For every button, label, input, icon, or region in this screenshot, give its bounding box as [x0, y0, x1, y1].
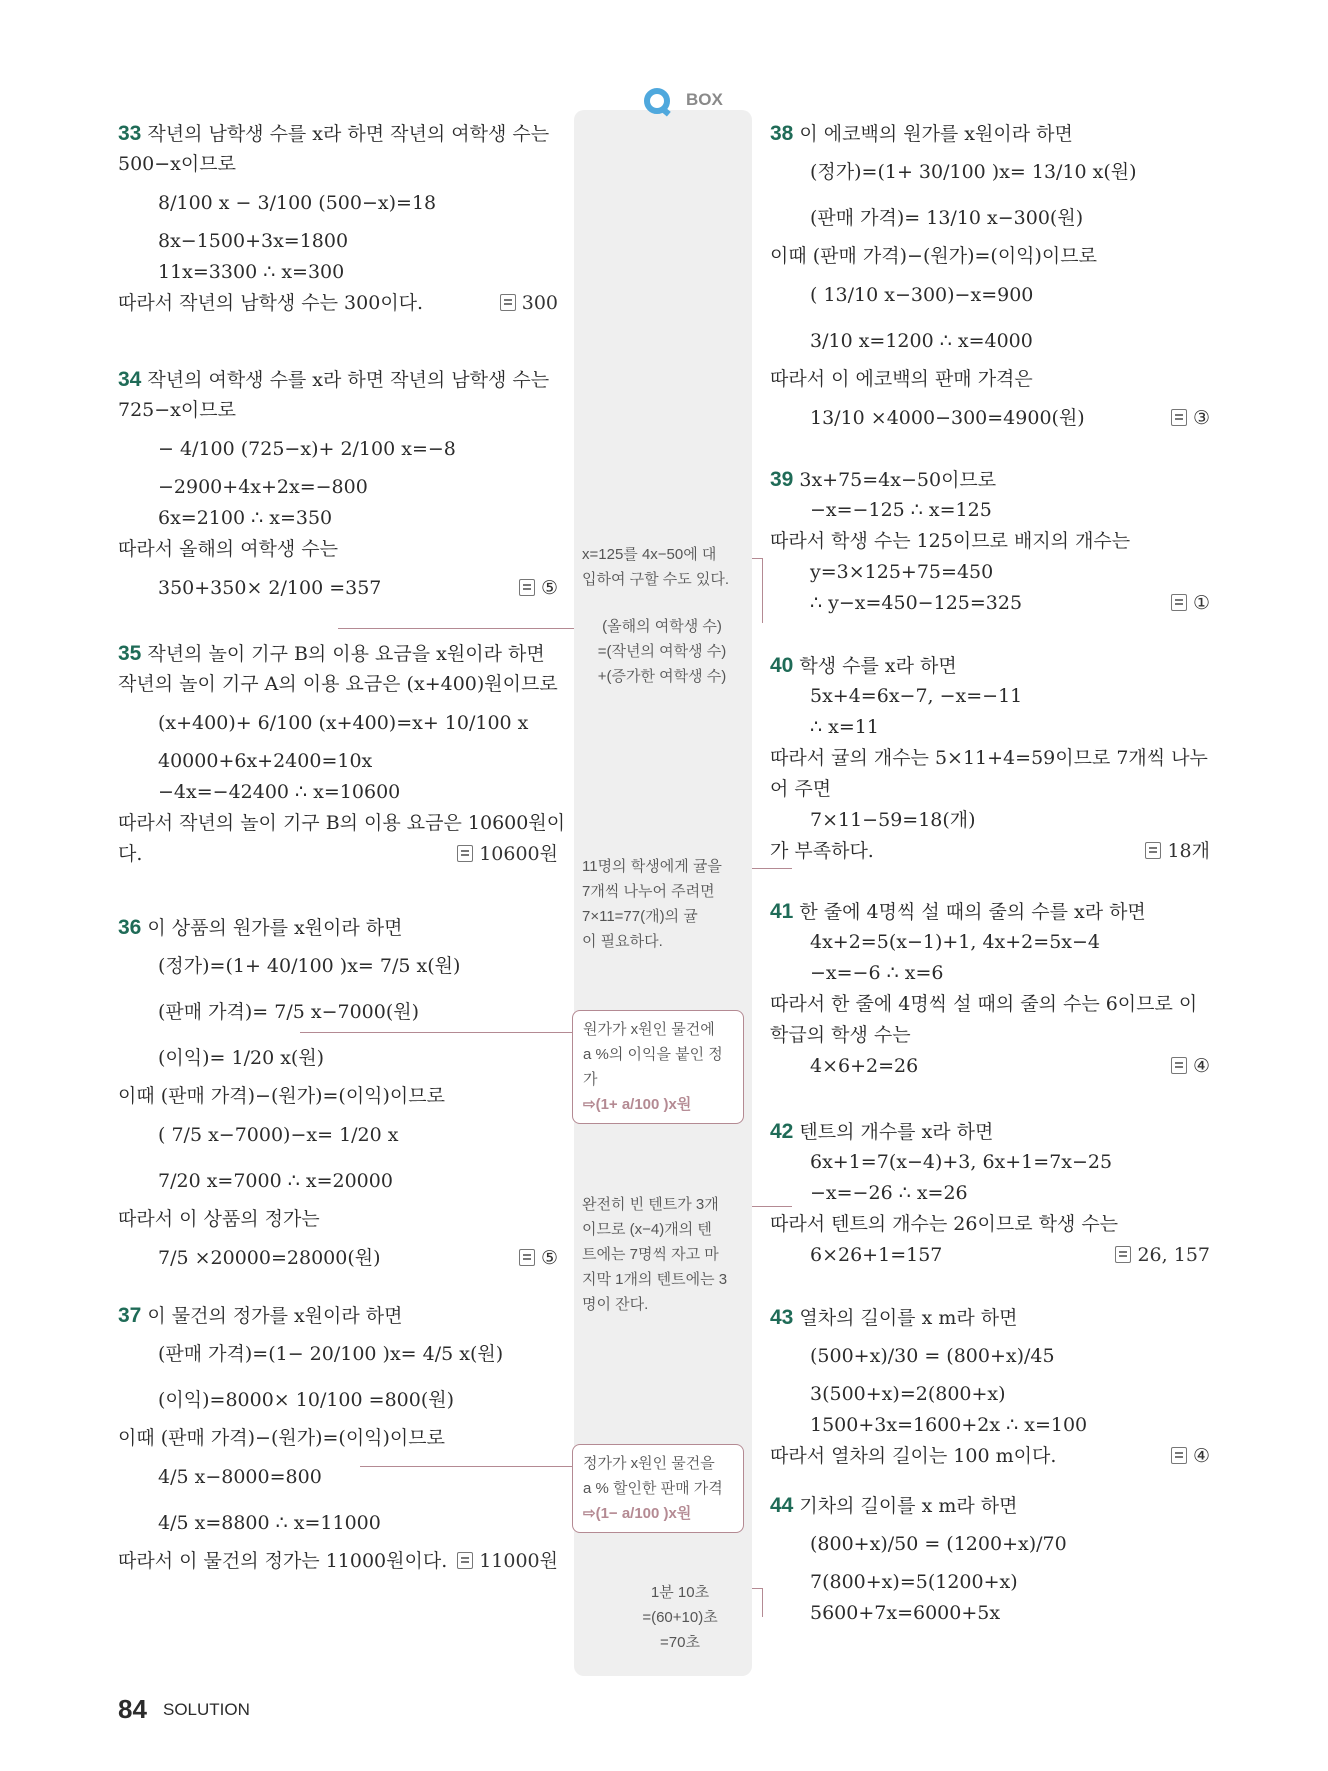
note-formula: ⇨(1+ a/100 )x원 [583, 1096, 692, 1113]
problem-43 [770, 1302, 1210, 1472]
connector-line [752, 1206, 792, 1207]
solution-line: 11x=3300 ∴ x=300 [158, 261, 345, 283]
answer-mark-icon [457, 1552, 473, 1569]
answer-value: ① [1192, 592, 1210, 614]
right-column [770, 118, 1210, 1630]
problem-number: 40 [770, 654, 794, 677]
solution-line: 6×26+1=157 [810, 1244, 943, 1266]
answer-value: ④ [1192, 1055, 1210, 1077]
answer-value: ④ [1192, 1445, 1210, 1467]
solution-line: 열차의 길이를 x m라 하면 [799, 1307, 1018, 1329]
solution-line: (x+400)+ 6/100 (x+400)=x+ 10/100 x [158, 712, 529, 734]
solution-line: 학생 수를 x라 하면 [799, 655, 957, 677]
problem-44 [770, 1490, 1210, 1630]
solution-line: 8x−1500+3x=1800 [158, 230, 349, 252]
answer [1171, 1441, 1210, 1472]
solution-line: (이익)= 1/20 x(원) [158, 1047, 325, 1069]
solution-line: 따라서 이 물건의 정가는 11000원이다. [118, 1550, 448, 1572]
note-line: 완전히 빈 텐트가 3개 [582, 1196, 719, 1213]
solution-line: 7/5 ×20000=28000(원) [158, 1247, 381, 1269]
problem-number: 42 [770, 1120, 794, 1143]
problem-35 [118, 638, 566, 868]
problem-number: 38 [770, 122, 794, 145]
note-44 [620, 1580, 740, 1655]
note-line: x=125를 4x−50에 대 [582, 546, 717, 563]
note-line: 1분 10초 [650, 1584, 710, 1601]
connector-line [752, 558, 763, 623]
solution-line: −2900+4x+2x=−800 [158, 476, 368, 498]
solution-line: 4x+2=5(x−1)+1, 4x+2=5x−4 [810, 931, 1101, 953]
problem-number: 44 [770, 1494, 794, 1517]
solution-line: 따라서 텐트의 개수는 26이므로 학생 수는 [770, 1213, 1119, 1235]
note-line: 지막 1개의 텐트에는 3 [582, 1271, 728, 1288]
solution-line: 따라서 열차의 길이는 100 m이다. [770, 1445, 1057, 1467]
connector-line [338, 628, 574, 629]
box-logo [640, 84, 750, 120]
answer [1171, 395, 1210, 441]
answer-value: ⑤ [540, 1247, 558, 1269]
solution-line: (판매 가격)= 13/10 x−300(원) [810, 207, 1084, 229]
solution-line: 이 에코백의 원가를 x원이라 하면 [799, 123, 1073, 145]
solution-line: y=3×125+75=450 [810, 561, 994, 583]
note-line: =(작년의 여학생 수) [597, 643, 727, 660]
solution-line: 1500+3x=1600+2x ∴ x=100 [810, 1414, 1088, 1436]
solution-line: 3/10 x=1200 ∴ x=4000 [810, 330, 1033, 352]
solution-line: (판매 가격)= 7/5 x−7000(원) [158, 1001, 420, 1023]
note-line: =70초 [660, 1634, 700, 1651]
problem-number: 34 [118, 368, 142, 391]
solution-line: 7/20 x=7000 ∴ x=20000 [158, 1170, 393, 1192]
note-39 [582, 542, 732, 592]
note-line: 명이 잔다. [582, 1296, 649, 1313]
solution-line: 725−x이므로 [118, 399, 236, 421]
solution-line: 텐트의 개수를 x라 하면 [799, 1121, 994, 1143]
solution-line: 가 부족하다. [770, 840, 874, 862]
note-formula: ⇨(1− a/100 )x원 [583, 1505, 692, 1522]
solution-line: 500−x이므로 [118, 153, 236, 175]
note-42 [582, 1192, 732, 1317]
problem-number: 43 [770, 1306, 794, 1329]
answer-value: 10600원 [479, 843, 558, 865]
solution-line: 3x+75=4x−50이므로 [799, 469, 997, 491]
solution-line: 7(800+x)=5(1200+x) [810, 1571, 1018, 1593]
solution-line: 이 물건의 정가를 x원이라 하면 [147, 1305, 403, 1327]
connector-line [300, 1032, 572, 1033]
problem-39 [770, 464, 1210, 624]
note-line: 7×11=77(개)의 귤 [582, 908, 698, 925]
problem-34 [118, 364, 558, 599]
answer-mark-icon [1145, 842, 1161, 859]
solution-line: ( 13/10 x−300)−x=900 [810, 284, 1034, 306]
solution-line: 4/5 x=8800 ∴ x=11000 [158, 1512, 381, 1534]
solution-line: 작년의 남학생 수를 x라 하면 작년의 여학생 수는 [147, 123, 550, 145]
answer [457, 1546, 558, 1577]
solution-line: 이때 (판매 가격)−(원가)=(이익)이므로 [118, 1427, 445, 1449]
solution-line: 5600+7x=6000+5x [810, 1602, 1001, 1624]
solution-line: −x=−26 ∴ x=26 [810, 1182, 968, 1204]
note-line: (올해의 여학생 수) [602, 618, 722, 635]
solution-line: 5x+4=6x−7, −x=−11 [810, 685, 1023, 707]
answer [457, 839, 558, 870]
problem-38 [770, 118, 1210, 448]
solution-line: 6x+1=7(x−4)+3, 6x+1=7x−25 [810, 1151, 1113, 1173]
connector-line [360, 1466, 572, 1467]
solution-line: 40000+6x+2400=10x [158, 750, 373, 772]
note-34 [582, 614, 742, 689]
note-line: 원가가 x원인 물건에 [583, 1021, 715, 1038]
connector-line [752, 868, 792, 869]
answer-mark-icon [1171, 1057, 1187, 1074]
solution-line: (이익)=8000× 10/100 =800(원) [158, 1389, 455, 1411]
answer [1115, 1240, 1210, 1271]
note-line: a %의 이익을 붙인 정 [583, 1046, 723, 1063]
solution-line: 13/10 ×4000−300=4900(원) [810, 407, 1085, 429]
problem-number: 33 [118, 122, 142, 145]
solution-line: ∴ x=11 [810, 716, 879, 738]
note-36-box [572, 1010, 744, 1124]
note-line: 11명의 학생에게 귤을 [582, 858, 722, 875]
solution-line: (정가)=(1+ 30/100 )x= 13/10 x(원) [810, 161, 1137, 183]
answer-mark-icon [500, 294, 516, 311]
solution-line: 8/100 x − 3/100 (500−x)=18 [158, 192, 437, 214]
solution-line: ∴ y−x=450−125=325 [810, 592, 1023, 614]
solution-line: 3(500+x)=2(800+x) [810, 1383, 1006, 1405]
solution-line: 따라서 이 상품의 정가는 [118, 1208, 320, 1230]
problem-number: 39 [770, 468, 794, 491]
box-logo-text: BOX [686, 90, 723, 109]
problem-41 [770, 896, 1210, 1086]
note-line: 가 [583, 1071, 598, 1088]
solution-line: 이 상품의 원가를 x원이라 하면 [147, 917, 403, 939]
answer [1171, 588, 1210, 619]
page-number: 84 [118, 1694, 147, 1724]
answer-value: 26, 157 [1137, 1244, 1210, 1266]
problem-number: 35 [118, 642, 142, 665]
solution-line: −x=−6 ∴ x=6 [810, 962, 944, 984]
solution-line: 4×6+2=26 [810, 1055, 919, 1077]
solution-line: 작년의 여학생 수를 x라 하면 작년의 남학생 수는 [147, 369, 550, 391]
note-line: a % 할인한 판매 가격 [583, 1480, 723, 1497]
solution-line: (정가)=(1+ 40/100 )x= 7/5 x(원) [158, 955, 461, 977]
solution-line: 이때 (판매 가격)−(원가)=(이익)이므로 [118, 1085, 445, 1107]
problem-40 [770, 650, 1210, 870]
solution-line: 따라서 학생 수는 125이므로 배지의 개수는 [770, 530, 1131, 552]
solution-line: 따라서 한 줄에 4명씩 설 때의 줄의 수는 6이므로 이 [770, 993, 1198, 1015]
answer-mark-icon [1115, 1246, 1131, 1263]
answer-value: ③ [1192, 407, 1210, 429]
answer [1145, 836, 1210, 867]
problem-42 [770, 1116, 1210, 1276]
page-section-label: SOLUTION [163, 1700, 250, 1719]
left-column [118, 118, 566, 1580]
answer-value: ⑤ [540, 577, 558, 599]
note-line: =(60+10)초 [642, 1609, 718, 1626]
note-37-box [572, 1444, 744, 1533]
note-line: 이므로 (x−4)개의 텐 [582, 1221, 712, 1238]
problem-number: 37 [118, 1304, 142, 1327]
problem-number: 36 [118, 916, 142, 939]
answer [519, 565, 558, 611]
solution-line: 따라서 작년의 놀이 기구 B의 이용 요금은 10600원이 [118, 812, 566, 834]
note-line: +(증가한 여학생 수) [597, 668, 727, 685]
answer-value: 18개 [1167, 840, 1210, 862]
solution-line: 4/5 x−8000=800 [158, 1466, 322, 1488]
solution-line: 6x=2100 ∴ x=350 [158, 507, 333, 529]
solution-line: 7×11−59=18(개) [810, 809, 976, 831]
solution-line: ( 7/5 x−7000)−x= 1/20 x [158, 1124, 399, 1146]
problem-number: 41 [770, 900, 794, 923]
note-40 [582, 854, 732, 954]
note-line: 입하여 구할 수도 있다. [582, 571, 730, 588]
solution-line: 350+350× 2/100 =357 [158, 577, 382, 599]
note-line: 7개씩 나누어 주려면 [582, 883, 715, 900]
q-logo-icon [644, 88, 670, 114]
answer [519, 1235, 558, 1281]
answer-mark-icon [1171, 409, 1187, 426]
solution-line: 학급의 학생 수는 [770, 1024, 911, 1046]
problem-33 [118, 118, 558, 318]
answer-value: 11000원 [479, 1550, 558, 1572]
solution-line: 기차의 길이를 x m라 하면 [799, 1495, 1018, 1517]
solution-line: − 4/100 (725−x)+ 2/100 x=−8 [158, 438, 456, 460]
solution-line: 따라서 작년의 남학생 수는 300이다. [118, 292, 424, 314]
solution-line: (800+x)/50 = (1200+x)/70 [810, 1533, 1067, 1555]
note-line: 이 필요하다. [582, 933, 663, 950]
answer-mark-icon [1171, 594, 1187, 611]
solution-line: 작년의 놀이 기구 A의 이용 요금은 (x+400)원이므로 [118, 673, 558, 695]
problem-37 [118, 1300, 558, 1580]
answer-value: 300 [521, 292, 558, 314]
note-line: 트에는 7명씩 자고 마 [582, 1246, 719, 1263]
connector-line [752, 1588, 763, 1617]
solution-line: −4x=−42400 ∴ x=10600 [158, 781, 401, 803]
solution-line: 이때 (판매 가격)−(원가)=(이익)이므로 [770, 245, 1097, 267]
answer [1171, 1051, 1210, 1082]
answer-mark-icon [1171, 1447, 1187, 1464]
solution-line: 작년의 놀이 기구 B의 이용 요금을 x원이라 하면 [147, 643, 545, 665]
answer-mark-icon [519, 579, 535, 596]
answer [500, 288, 558, 319]
answer-mark-icon [519, 1249, 535, 1266]
solution-line: 다. [118, 843, 143, 865]
solution-line: 따라서 이 에코백의 판매 가격은 [770, 368, 1033, 390]
solution-line: 어 주면 [770, 778, 832, 800]
solution-line: 따라서 올해의 여학생 수는 [118, 538, 339, 560]
solution-line: 한 줄에 4명씩 설 때의 줄의 수를 x라 하면 [799, 901, 1146, 923]
note-line: 정가가 x원인 물건을 [583, 1455, 715, 1472]
solution-line: −x=−125 ∴ x=125 [810, 499, 992, 521]
problem-36 [118, 912, 558, 1269]
solution-line: (500+x)/30 = (800+x)/45 [810, 1345, 1055, 1367]
solution-line: 따라서 귤의 개수는 5×11+4=59이므로 7개씩 나누 [770, 747, 1208, 769]
solution-line: (판매 가격)=(1− 20/100 )x= 4/5 x(원) [158, 1343, 504, 1365]
answer-mark-icon [457, 845, 473, 862]
